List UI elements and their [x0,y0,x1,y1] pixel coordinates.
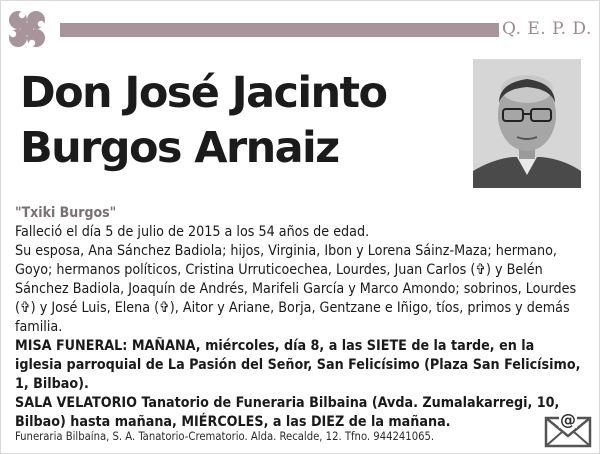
lauburu-cross-icon [4,6,50,52]
header-separator [496,23,499,37]
header-bar [60,23,496,37]
svg-text:@: @ [560,410,576,429]
wake-info: SALA VELATORIO Tanatorio de Funeraria Bilbaina (Avda. Zumalakarregi, 10, Bilbao) hasta mañana, MIÉRCOLES, a las DIEZ de la mañana. [15,395,560,430]
funeral-info: MISA FUNERAL: MAÑANA, miércoles, día 8, a las SIETE de la tarde, en la iglesia parroquial de La Pasión del Señor, San Felicísimo (Plaza San Felicísimo, 1, Bilbao). [15,338,581,392]
nickname: "Txiki Burgos" [15,205,117,221]
deceased-name [20,66,386,176]
name-line-1: Don José Jacinto [20,68,387,118]
qepd-label: Q. E. P. D. [502,19,592,39]
name-line-2: Burgos Arnaiz [20,123,339,173]
portrait-photo [473,59,581,188]
death-notice: Falleció el día 5 de julio de 2015 a los 54 años de edad. [15,224,370,240]
family-list: Su esposa, Ana Sánchez Badiola; hijos, Virginia, Ibon y Lorena Sáinz-Maza; hermano, Goyo; hermanos políticos, Cristina Urruticoechea, Lourdes, Juan Carlos (✞) y Belén Sánchez Badiola, Joaquín de Andrés, Marifeli García y Marco Amondo; sobrinos, Lourdes (✞) y José Luis, Elena (✞), Aitor y Ariane, Borja, Gentzane e Iñigo, tíos, primos y demás familia. [15,243,577,335]
notice-body [15,223,585,432]
envelope-at-icon[interactable] [544,410,592,448]
funeral-home-footer: Funeraria Bilbaína, S. A. Tanatorio-Crematorio. Alda. Recalde, 12. Tfno. 944241065. [15,430,435,443]
